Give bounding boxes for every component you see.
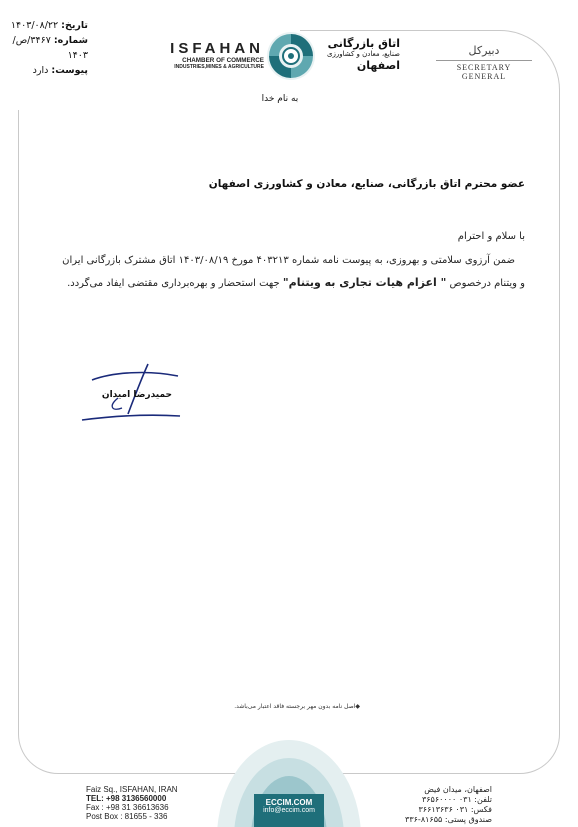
date-row [6,18,88,33]
logo-persian [318,38,400,71]
fax-fa: فکس: ۰۳۱ ۳۶۶۱۳۶۳۶ [418,805,492,814]
tel-fa: تلفن: ۰۳۱ ۳۶۵۶۰۰۰۰ [421,795,492,804]
fax-en: Fax : +98 31 36613636 [86,803,169,812]
note-bullet-icon: ◆ [355,703,360,710]
footer-web [254,798,324,814]
attachment-label: پیوست: [51,65,88,76]
website[interactable]: ECCIM.COM [265,798,313,807]
letter-body [55,250,525,295]
logo-chamber: CHAMBER OF COMMERCE [182,57,264,64]
logo-fa-industries: صنایع، معادن و کشاورزی [326,50,400,58]
note-text: اصل نامه بدون مهر برجسته فاقد اعتبار می‌باشد. [234,703,356,710]
footer-address-fa [396,785,492,825]
date-label: تاریخ: [61,20,88,31]
secretary-divider [436,60,532,61]
pobox-en: Post Box : 81655 - 336 [86,812,168,821]
body-text-1: ضمن آرزوی سلامتی و بهروزی، به پیوست نامه شماره ۴۰۳۲۱۳ مورخ ۱۴۰۳/۰۸/۱۹ اتاق مشترک بازرگانی ایران و ویتنام درخصوص [62,255,525,289]
attachment-row [6,63,88,78]
footer-note [200,703,360,710]
footer-address-en [86,785,196,821]
logo-industries: INDUSTRIES,MINES & AGRICULTURE [174,64,264,70]
number-label: شماره: [53,35,88,46]
body-subject: " اعزام هیات تجاری به ویتنام" [282,276,447,289]
chamber-logo-icon [265,30,317,82]
attachment-value: دارد [32,65,49,76]
secretary-fa: دبیرکل [468,44,500,57]
logo-fa-isfahan: اصفهان [356,59,400,72]
secretary-general [436,44,532,81]
address-fa: اصفهان، میدان فیض [424,785,492,794]
greeting: با سلام و احترام [457,231,525,242]
letter-meta [6,18,88,78]
recipient: عضو محترم اتاق بازرگانی، صنایع، معادن و کشاورزی اصفهان [208,178,525,190]
pobox-fa: صندوق پستی: ۸۱۶۵۵-۳۳۶ [405,815,492,824]
secretary-en: SECRETARY GENERAL [456,63,512,81]
number-value: ۳۴۶۷/ص/۱۴۰۳ [12,35,88,61]
date-value: ۱۴۰۳/۰۸/۲۲ [10,20,59,31]
logo-english [158,40,264,71]
address-en: Faiz Sq., ISFAHAN, IRAN [86,785,178,794]
invocation: به نام خدا [261,94,299,104]
logo-isfahan: ISFAHAN [170,40,264,57]
email[interactable]: info@eccim.com [263,807,315,814]
number-row [6,33,88,63]
body-text-2: جهت استحضار و بهره‌برداری مقتضی ایفاد می‌گردد. [67,278,280,289]
logo-fa-chamber: اتاق بازرگانی [327,37,400,50]
signer-name: حمیدرضا امیدان [101,390,172,400]
tel-en: TEL: +98 3136560000 [86,794,167,803]
